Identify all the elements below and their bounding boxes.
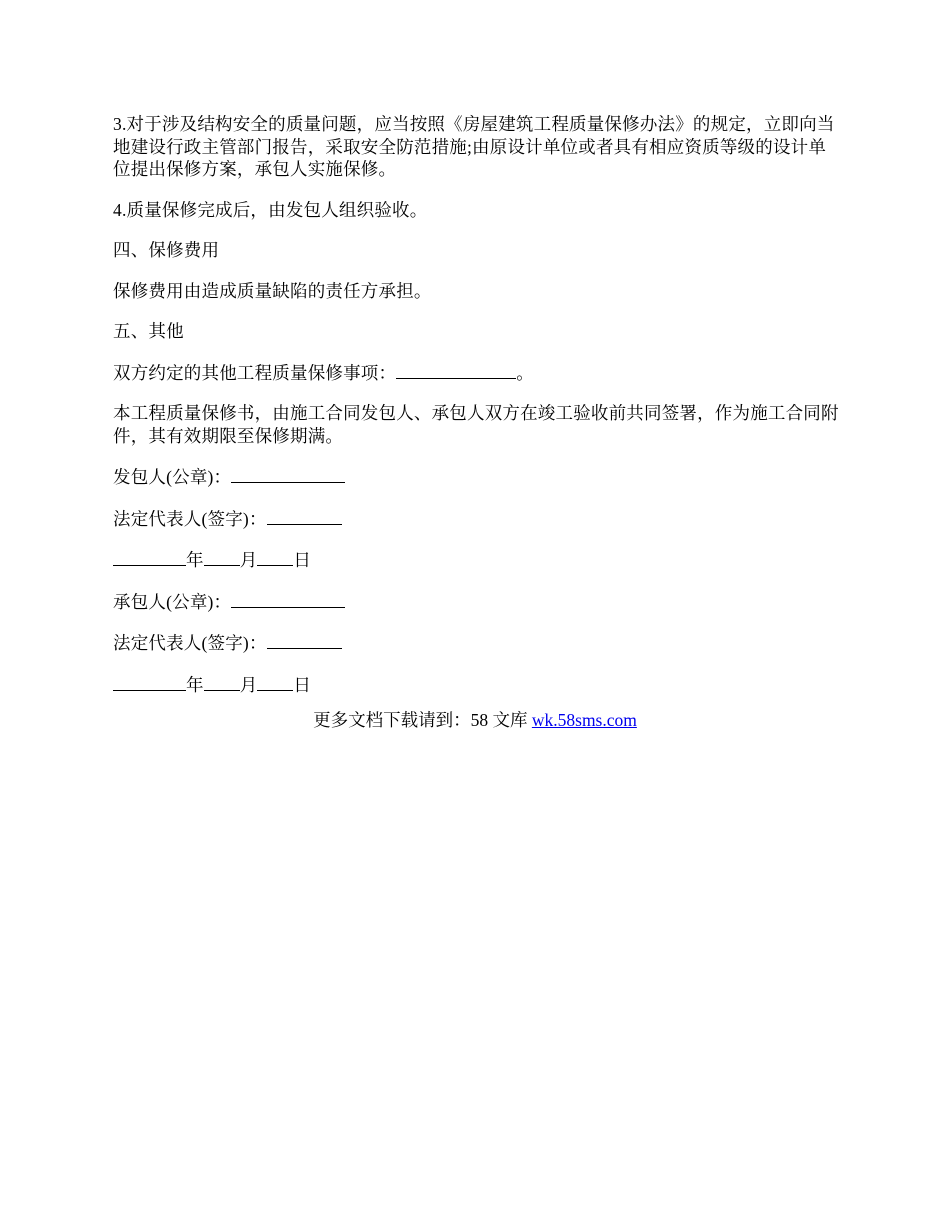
closing-statement: 本工程质量保修书，由施工合同发包人、承包人双方在竣工验收前共同签署，作为施工合同附件，其有效期限至保修期满。 [113,403,839,446]
clause-fees: 保修费用由造成质量缺陷的责任方承担。 [113,280,432,301]
clause-acceptance: 4.质量保修完成后，由发包人组织验收。 [113,199,428,220]
employer-month-blank [204,548,240,566]
employer-day-blank [257,548,293,566]
footer-link[interactable]: wk.58sms.com [531,710,637,730]
employer-seal-blank [231,465,345,483]
download-footer [0,708,950,732]
employer-month-label: 月 [239,550,258,570]
contractor-year-blank [113,673,186,691]
contractor-seal-line [113,590,840,614]
contractor-rep-line [113,631,840,655]
other-items-line [113,361,840,385]
employer-year-blank [113,548,186,566]
contractor-day-label: 日 [293,674,312,695]
employer-seal-label: 发包人(公章)： [113,467,232,487]
other-items-blank [396,361,516,379]
contractor-seal-blank [231,590,345,608]
employer-rep-label: 法定代表人(签字)： [113,508,267,529]
employer-year-label: 年 [186,550,204,570]
employer-seal-line [113,465,840,489]
footer-text: 更多文档下载请到：58 文库 [313,710,532,730]
contractor-month-blank [204,673,240,691]
contractor-month-label: 月 [239,674,258,695]
employer-date-line [113,548,840,572]
contractor-rep-label: 法定代表人(签字)： [113,633,267,653]
employer-day-label: 日 [293,550,312,570]
document-body [113,113,840,714]
section-heading-other: 五、其他 [113,321,184,341]
contractor-year-label: 年 [186,674,204,695]
contractor-day-blank [257,673,293,691]
contractor-rep-blank [267,631,342,649]
employer-rep-blank [267,507,342,525]
clause-structural-safety: 3.对于涉及结构安全的质量问题，应当按照《房屋建筑工程质量保修办法》的规定，立即向当地建设行政主管部门报告，采取安全防范措施;由原设计单位或者具有相应资质等级的设计单位提出保修方案，承包人实施保修。 [113,114,835,179]
contractor-date-line [113,673,840,697]
employer-rep-line [113,507,840,531]
contractor-seal-label: 承包人(公章)： [113,591,232,612]
other-items-suffix: 。 [516,362,534,383]
section-heading-fees: 四、保修费用 [113,240,220,260]
other-items-label: 双方约定的其他工程质量保修事项： [113,362,397,383]
